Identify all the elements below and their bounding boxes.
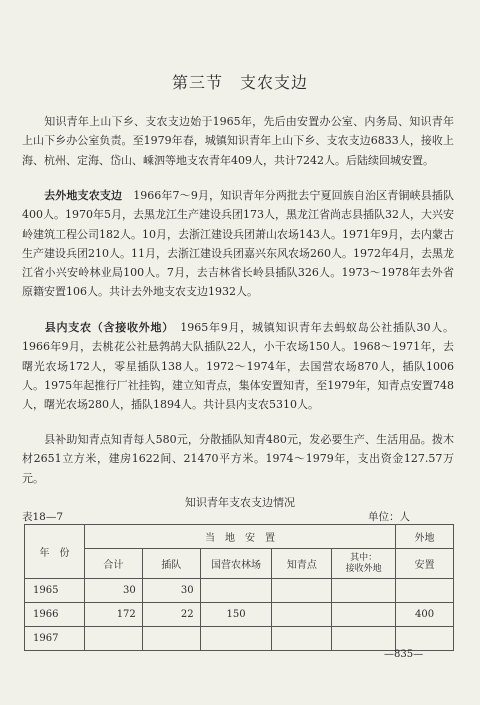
cell-year: 1966	[25, 603, 85, 627]
cell-youth-point	[272, 579, 332, 603]
table-caption: 知识青年支农支边情况	[185, 496, 295, 509]
cell-chadui: 22	[142, 603, 200, 627]
page-number: —835—	[384, 649, 424, 660]
header-year: 年 份	[25, 525, 85, 579]
cell-year: 1967	[25, 627, 85, 651]
header-state-farm: 国营农林场	[200, 549, 272, 579]
header-local-group: 当 地 安 置	[84, 525, 395, 549]
cell-outside: 400	[396, 603, 454, 627]
cell-youth-point	[272, 603, 332, 627]
table-row	[25, 627, 454, 651]
paragraph-intro	[22, 112, 454, 170]
cell-youth-point	[272, 627, 332, 651]
cell-chadui	[142, 627, 200, 651]
header-received-outside: 其中： 接收外地	[332, 549, 396, 579]
cell-year: 1965	[25, 579, 85, 603]
paragraph-outside-heading: 去外地支农支边	[44, 189, 123, 202]
cell-state-farm	[200, 627, 272, 651]
cell-received	[332, 579, 396, 603]
header-youth-point: 知青点	[272, 549, 332, 579]
cell-state-farm	[200, 579, 272, 603]
table-row	[25, 603, 454, 627]
cell-received	[332, 603, 396, 627]
cell-chadui: 30	[142, 579, 200, 603]
paragraph-county-heading: 县内支农（含接收外地）	[44, 321, 169, 334]
cell-outside	[396, 627, 454, 651]
cell-outside	[396, 579, 454, 603]
cell-total: 30	[84, 579, 142, 603]
cell-received	[332, 627, 396, 651]
cell-total: 172	[84, 603, 142, 627]
cell-total	[84, 627, 142, 651]
header-outside-group: 外地	[396, 525, 454, 549]
cell-state-farm: 150	[200, 603, 272, 627]
data-table	[24, 524, 454, 651]
table-number: 表18—7	[22, 511, 64, 523]
paragraph-outside	[22, 186, 454, 302]
table-unit: 单位：人	[368, 511, 410, 523]
paragraph-county	[22, 318, 454, 414]
paragraph-funding	[22, 430, 454, 488]
header-chadui: 插队	[142, 549, 200, 579]
paragraph-outside-text: 1966年7～9月，知识青年分两批去宁夏回族自治区青铜峡县插队400人。1970年5月，去黑龙江生产建设兵团173人，黑龙江省尚志县插队32人，大兴安岭建筑工程公司182人。10月，去浙江建设兵团萧山农场143人。1971年9月，去内蒙古生产建设兵团210人。11月，去浙江建设兵团嘉兴东风农场260人。1972年4月，去黑龙江省小兴安岭林业局100人。7月，去吉林省长岭县插队326人。1973～1978年去外省原籍安置106人。共计去外地支农支边1932人。	[22, 189, 455, 299]
header-total: 合计	[84, 549, 142, 579]
paragraph-funding-text: 县补助知青点知青每人580元，分散插队知青480元，发必要生产、生活用品。拨木材2651立方米，建房1622间、21470平方米。1974～1979年，支出资金127.57万元。	[22, 433, 454, 485]
section-title: 第三节 支农支边	[171, 73, 308, 92]
paragraph-county-text: 1965年9月，城镇知识青年去蚂蚁岛公社插队30人。1966年9月，去桃花公社悬鹁鸪大队插队22人，小干农场150人。1968～1971年，去曙光农场172人，零星插队138人。1972～1974年，去国营农场870人，插队1006人。1975年起推行厂社挂钩，建立知青点，集体安置知青，至1979年，知青点安置748人，曙光农场280人，插队1894人。共计县内支农5310人。	[22, 321, 454, 412]
table-row	[25, 579, 454, 603]
paragraph-intro-text: 知识青年上山下乡、支农支边始于1965年，先后由安置办公室、内务局、知识青年上山下乡办公室负责。至1979年春，城镇知识青年上山下乡、支农支边6833人，接收上海、杭州、定海、岱山、嵊泗等地支农青年409人，共计7242人。后陆续回城安置。	[22, 115, 454, 167]
header-outside-placement: 安置	[396, 549, 454, 579]
